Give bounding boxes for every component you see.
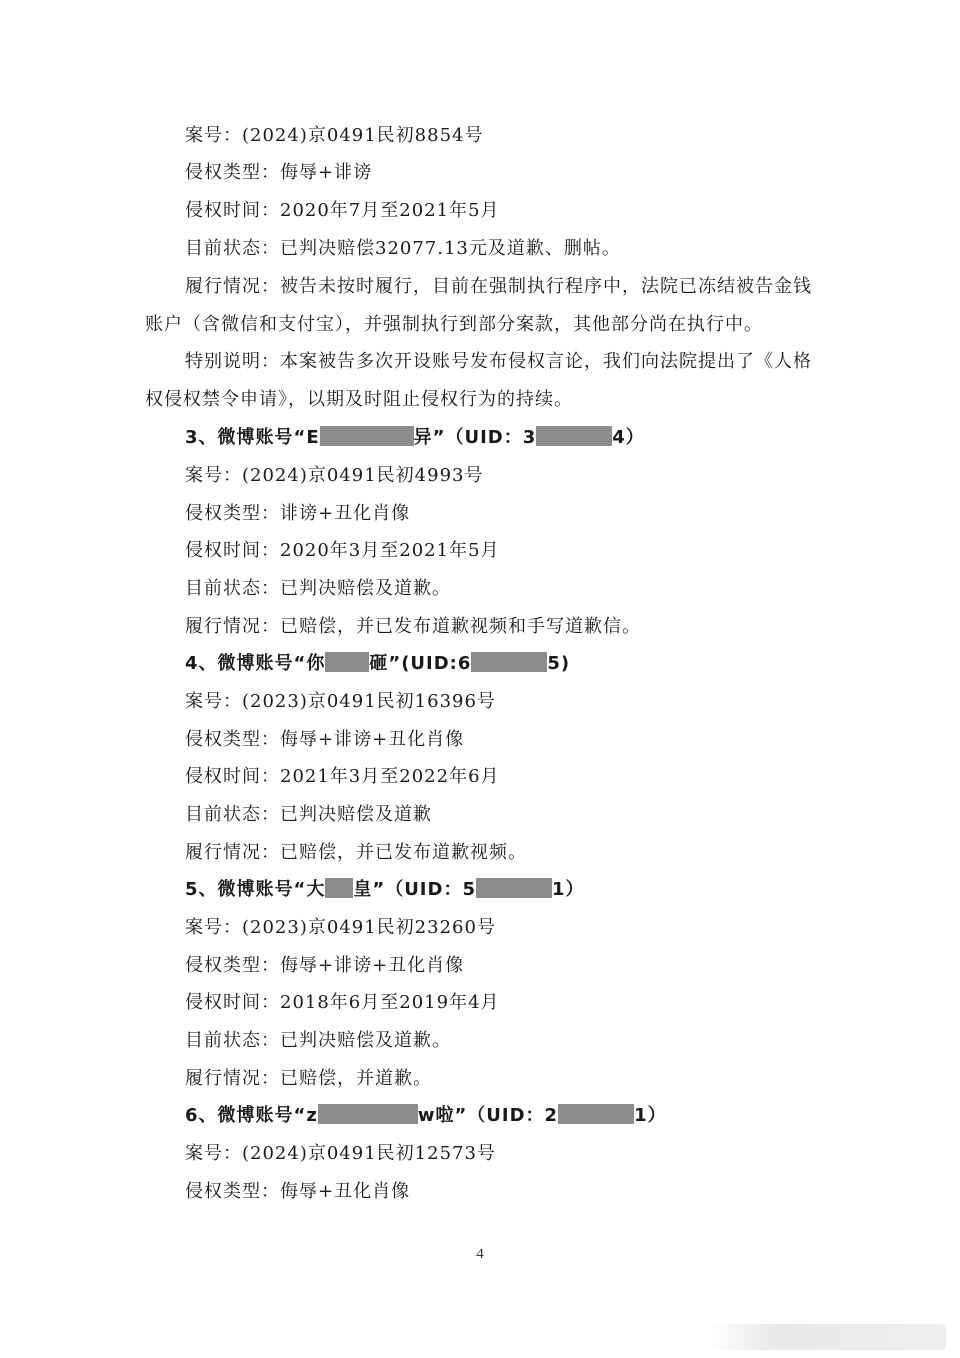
infringement-type-line: 侵权类型：侮辱+诽谤+丑化肖像 [185,729,465,750]
status-line: 目前状态：已判决赔偿及道歉。 [185,1030,451,1051]
case-number-line: 案号：(2024)京0491民初8854号 [185,125,484,146]
page-number: 4 [476,1246,484,1262]
redaction-block [476,878,552,898]
special-note-line-continued: 权侵权禁令申请》，以期及时阻止侵权行为的持续。 [145,389,573,410]
redaction-block [325,652,369,672]
section-4-heading [185,652,570,676]
special-note-line: 特别说明：本案被告多次开设账号发布侵权言论，我们向法院提出了《人格 [185,351,812,372]
section-6-heading [185,1104,667,1128]
infringement-type-line: 侵权类型：侮辱+丑化肖像 [185,1181,411,1202]
heading-text: 皇”（UID：5 [353,879,476,900]
redaction-block [318,1104,418,1124]
heading-text: 异”（UID：3 [413,427,537,448]
performance-line: 履行情况：已赔偿，并道歉。 [185,1068,432,1089]
heading-text: 4、微博账号“你 [185,653,326,674]
status-line: 目前状态：已判决赔偿32077.13元及道歉、删帖。 [185,238,621,259]
performance-line-continued: 账户（含微信和支付宝），并强制执行到部分案款，其他部分尚在执行中。 [145,314,763,335]
status-line: 目前状态：已判决赔偿及道歉 [185,804,432,825]
heading-text: 6、微博账号“z [185,1105,318,1126]
heading-text: 3、微博账号“E [185,427,320,448]
heading-text: 5) [547,653,571,674]
redaction-block [471,652,547,672]
case-number-line: 案号：(2024)京0491民初4993号 [185,465,484,486]
heading-text: 4） [612,427,645,448]
infringement-type-line: 侵权类型：侮辱+诽谤+丑化肖像 [185,955,465,976]
infringement-type-line: 侵权类型：诽谤+丑化肖像 [185,503,411,524]
redaction-block [558,1104,634,1124]
performance-line: 履行情况：已赔偿，并已发布道歉视频。 [185,842,527,863]
case-number-line: 案号：(2023)京0491民初23260号 [185,917,496,938]
section-5-heading [185,878,585,902]
infringement-time-line: 侵权时间：2020年7月至2021年5月 [185,200,500,221]
performance-line: 履行情况：已赔偿，并已发布道歉视频和手写道歉信。 [185,616,641,637]
infringement-time-line: 侵权时间：2021年3月至2022年6月 [185,766,500,787]
heading-text: 1） [634,1105,667,1126]
case-number-line: 案号：(2023)京0491民初16396号 [185,691,496,712]
redaction-block [536,426,612,446]
status-line: 目前状态：已判决赔偿及道歉。 [185,578,451,599]
heading-text: 1） [551,879,585,900]
redaction-block [325,878,353,898]
performance-line: 履行情况：被告未按时履行，目前在强制执行程序中，法院已冻结被告金钱 [185,276,812,297]
watermark [706,1324,946,1350]
infringement-time-line: 侵权时间：2018年6月至2019年4月 [185,992,500,1013]
heading-text: 砸”(UID:6 [369,653,472,674]
section-3-heading [185,426,645,450]
redaction-block [320,426,414,446]
heading-text: 5、微博账号“大 [185,879,326,900]
infringement-type-line: 侵权类型：侮辱+诽谤 [185,162,373,183]
heading-text: w啦”（UID：2 [417,1105,559,1126]
case-number-line: 案号：(2024)京0491民初12573号 [185,1143,496,1164]
infringement-time-line: 侵权时间：2020年3月至2021年5月 [185,540,500,561]
